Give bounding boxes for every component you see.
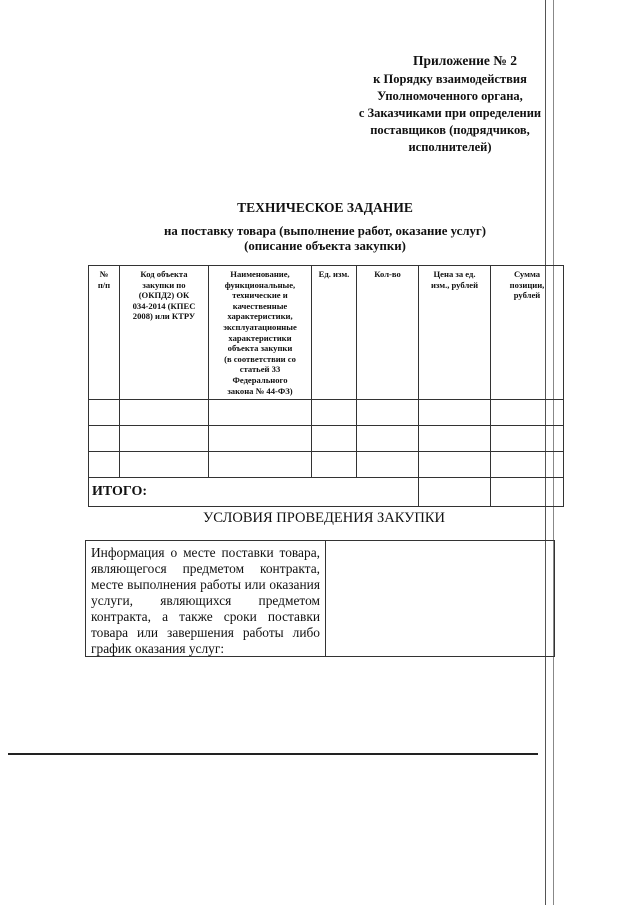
header-line: (в соответствии со xyxy=(224,353,296,364)
table-cell[interactable] xyxy=(89,426,120,452)
header-line: Ед. изм. xyxy=(318,269,350,279)
table-cell[interactable] xyxy=(312,400,357,426)
table-cell[interactable] xyxy=(491,400,564,426)
appendix-line: Уполномоченного органа, xyxy=(377,89,523,103)
header-line: закона № 44-ФЗ) xyxy=(227,385,293,396)
conditions-label-cell xyxy=(86,541,326,657)
conditions-title: УСЛОВИЯ ПРОВЕДЕНИЯ ЗАКУПКИ xyxy=(202,510,446,526)
appendix-line: к Порядку взаимодействия xyxy=(373,72,527,86)
header-line: характеристики, xyxy=(227,311,293,322)
table-cell[interactable] xyxy=(419,400,491,426)
table-row xyxy=(89,426,564,452)
document-subtitle-2: (описание объекта закупки) xyxy=(244,239,406,253)
table-cell[interactable] xyxy=(491,426,564,452)
table-cell[interactable] xyxy=(209,426,312,452)
table-row xyxy=(89,452,564,478)
table-cell[interactable] xyxy=(209,452,312,478)
header-line: эксплуатационные xyxy=(223,321,297,332)
header-line: № xyxy=(99,269,109,279)
table-cell[interactable] xyxy=(312,452,357,478)
table-cell[interactable] xyxy=(120,426,209,452)
appendix-title: Приложение № 2 xyxy=(413,53,517,68)
conditions-row xyxy=(86,541,555,657)
header-cell-code xyxy=(120,266,209,400)
header-line: Федерального xyxy=(232,374,288,385)
table-cell[interactable] xyxy=(357,426,419,452)
conditions-value-cell[interactable] xyxy=(326,541,555,657)
conditions-table xyxy=(85,540,555,657)
header-line: технические и xyxy=(232,290,288,301)
header-line: Кол-во xyxy=(374,269,401,279)
total-label: ИТОГО: xyxy=(89,478,419,507)
specification-table xyxy=(88,265,564,507)
appendix-text xyxy=(335,71,565,156)
header-line: объекта закупки xyxy=(227,343,293,354)
table-cell[interactable] xyxy=(419,452,491,478)
table-cell[interactable] xyxy=(120,452,209,478)
table-cell[interactable] xyxy=(491,452,564,478)
table-cell[interactable] xyxy=(89,400,120,426)
header-line: закупки по xyxy=(142,279,186,290)
header-line: позиции, xyxy=(509,279,545,290)
header-line: Наименование, xyxy=(230,269,290,279)
header-line: Код объекта xyxy=(140,269,188,279)
table-cell[interactable] xyxy=(312,426,357,452)
header-line: качественные xyxy=(232,300,288,311)
document-subtitle: на поставку товара (выполнение работ, оказание услуг) xyxy=(164,224,486,238)
header-line: рублей xyxy=(513,290,541,301)
header-cell-position-sum xyxy=(491,266,564,400)
appendix-line: поставщиков (подрядчиков, xyxy=(370,123,530,137)
total-cell-empty xyxy=(419,478,491,507)
header-line: изм., рублей xyxy=(430,279,479,290)
table-cell[interactable] xyxy=(89,452,120,478)
table-cell[interactable] xyxy=(209,400,312,426)
header-line: п/п xyxy=(97,279,111,290)
header-line: (ОКПД2) ОК xyxy=(138,290,190,301)
total-row xyxy=(89,478,564,507)
appendix-line: исполнителей) xyxy=(408,140,492,154)
header-line: 2008) или КТРУ xyxy=(132,311,196,322)
total-value-cell[interactable] xyxy=(491,478,564,507)
scan-edge-line-bottom xyxy=(8,753,538,755)
header-line: 034-2014 (КПЕС xyxy=(132,300,196,311)
header-line: статьей 33 xyxy=(239,364,281,375)
table-cell[interactable] xyxy=(357,400,419,426)
header-line: характеристики xyxy=(228,332,292,343)
header-line: функциональные, xyxy=(224,279,296,290)
table-row xyxy=(89,400,564,426)
header-line: Цена за ед. xyxy=(433,269,476,279)
document-title: ТЕХНИЧЕСКОЕ ЗАДАНИЕ xyxy=(237,200,413,215)
table-header-row xyxy=(89,266,564,400)
conditions-label: Информация о месте поставки товара, являющегося предметом контракта, месте выполнения работы или оказания услуги, являющихся предметом контракта, а также сроки поставки товара или завершения работы либо график оказания услуг: xyxy=(91,545,320,656)
header-cell-number xyxy=(89,266,120,400)
table-cell[interactable] xyxy=(120,400,209,426)
table-cell[interactable] xyxy=(357,452,419,478)
appendix-line: с Заказчиками при определении xyxy=(358,106,542,120)
header-cell-unit-price xyxy=(419,266,491,400)
table-cell[interactable] xyxy=(419,426,491,452)
header-cell-name xyxy=(209,266,312,400)
header-line: Сумма xyxy=(513,269,541,279)
header-cell-quantity xyxy=(357,266,419,400)
header-cell-unit xyxy=(312,266,357,400)
